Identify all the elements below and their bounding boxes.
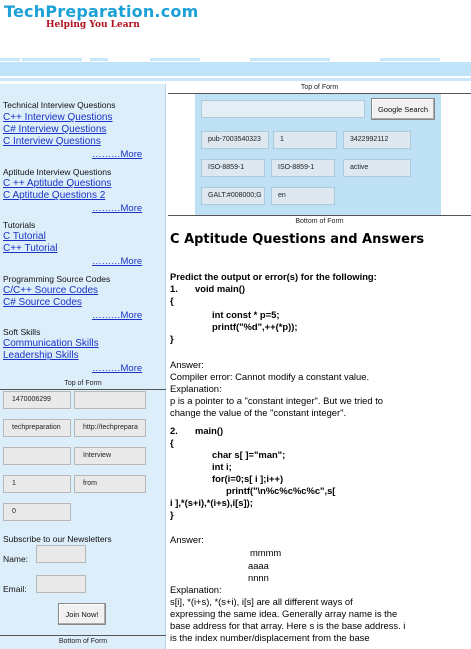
q2-code-line: i ],*(s+i),*(i+s),i[s]);	[170, 497, 253, 508]
link-c-cpp-source[interactable]: C/C++ Source Codes	[3, 285, 99, 296]
section-title-tutorials: Tutorials	[3, 220, 36, 230]
link-communication[interactable]: Communication Skills	[3, 338, 99, 349]
left-sidebar	[0, 84, 166, 649]
hidden-field[interactable]: 1	[3, 475, 71, 493]
google-search-button[interactable]: Google Search	[371, 98, 435, 120]
more-label[interactable]: ………More	[92, 363, 143, 374]
q1-code-line: int const * p=5;	[212, 309, 280, 320]
section-title-soft-skills: Soft Skills	[3, 327, 41, 337]
q2-output-line: nnnn	[248, 572, 269, 583]
google-form-bottom-label: Bottom of Form	[295, 218, 344, 225]
link-csharp-source[interactable]: C# Source Codes	[3, 297, 82, 308]
google-hidden-field[interactable]: en	[271, 187, 335, 205]
form-top-label: Top of Form	[64, 380, 102, 387]
name-label: Name:	[3, 554, 29, 564]
name-input[interactable]	[36, 545, 86, 563]
google-form-top-label: Top of Form	[300, 84, 339, 91]
intro-text: Predict the output or error(s) for the following:	[170, 271, 377, 282]
link-cpp-aptitude[interactable]: C ++ Aptitude Questions	[3, 178, 112, 189]
google-hidden-field[interactable]: active	[343, 159, 411, 177]
header-stripes	[0, 58, 471, 84]
q1-answer: Compiler error: Cannot modify a constant value.	[170, 371, 370, 382]
more-link-aptitude[interactable]	[92, 203, 142, 214]
stripe-dash	[22, 58, 82, 61]
q2-code-line: char s[ ]="man";	[212, 449, 286, 460]
q1-answer-label: Answer:	[170, 359, 204, 370]
main-content	[168, 84, 471, 649]
q2-close-brace: }	[170, 509, 174, 520]
q2-code-line: int i;	[212, 461, 232, 472]
link-leadership[interactable]: Leadership Skills	[3, 350, 79, 361]
q1-explanation: change the value of the "constant integer".	[170, 407, 347, 418]
q2-explanation: base address for that array. Here s is the base address. i	[170, 620, 406, 631]
q2-answer-label: Answer:	[170, 534, 204, 545]
q1-line: void main()	[195, 283, 246, 294]
q2-explanation: is the index number/displacement from the base	[170, 632, 370, 643]
stripe-dash	[0, 78, 471, 81]
more-link-technical[interactable]	[92, 149, 142, 160]
hidden-field[interactable]: 1470006299	[3, 391, 71, 409]
stripe-dash	[90, 58, 108, 61]
more-label[interactable]: ………More	[92, 256, 143, 267]
stripe-dash	[250, 58, 330, 61]
header-band	[0, 62, 471, 76]
q1-close-brace: }	[170, 333, 174, 344]
more-link-source[interactable]	[92, 310, 142, 321]
google-hidden-field[interactable]: ISO-8859-1	[201, 159, 265, 177]
q1-code-line: printf("%d",++(*p));	[212, 321, 298, 332]
q1-explanation-label: Explanation:	[170, 383, 222, 394]
hidden-field[interactable]	[74, 391, 146, 409]
q2-explanation: s[i], *(i+s), *(s+i), i[s] are all different ways of	[170, 596, 353, 607]
email-input[interactable]	[36, 575, 86, 593]
page-title: C Aptitude Questions and Answers	[170, 232, 425, 247]
q1-open-brace: {	[170, 295, 174, 306]
q2-open-brace: {	[170, 437, 174, 448]
hidden-field[interactable]: http://techprepara	[74, 419, 146, 437]
q2-line: main()	[195, 425, 224, 436]
hidden-field[interactable]	[3, 447, 71, 465]
more-link-tutorials[interactable]	[92, 256, 142, 267]
q2-code-line: for(i=0;s[ i ];i++)	[212, 473, 284, 484]
more-label[interactable]: ………More	[92, 149, 143, 160]
form-bottom-label: Bottom of Form	[58, 638, 108, 645]
google-hidden-field[interactable]: GALT:#008000;G	[201, 187, 265, 205]
more-link-soft[interactable]	[92, 363, 142, 374]
google-hidden-field[interactable]: ISO-8859-1	[271, 159, 335, 177]
q2-code-line: printf("\n%c%c%c%c",s[	[226, 485, 336, 496]
google-search-box	[195, 94, 441, 215]
link-cpp-tutorial[interactable]: C++ Tutorial	[3, 243, 58, 254]
form-bottom-divider	[0, 635, 166, 636]
hidden-field[interactable]: techpreparation	[3, 419, 71, 437]
join-now-button[interactable]: Join Now!	[58, 603, 106, 625]
section-title-source: Programming Source Codes	[3, 274, 111, 284]
stripe-dash	[150, 58, 200, 61]
link-csharp-interview[interactable]: C# Interview Questions	[3, 124, 107, 135]
link-c-tutorial[interactable]: C Tutorial	[3, 231, 46, 242]
q2-output-line: aaaa	[248, 560, 269, 571]
section-title-technical: Technical Interview Questions	[3, 100, 116, 110]
site-header	[0, 0, 471, 58]
site-logo[interactable]: TechPreparation.com	[4, 2, 199, 21]
google-hidden-field[interactable]: 3422992112	[343, 131, 411, 149]
subscribe-text: Subscribe to our Newsletters	[3, 534, 112, 544]
q2-number: 2.	[170, 425, 178, 436]
stripe-dash	[0, 58, 20, 61]
stripe-dash	[380, 58, 440, 61]
google-hidden-field[interactable]: pub-7003540323	[201, 131, 269, 149]
q2-explanation: expressing the same idea. Generally array name is the	[170, 608, 398, 619]
link-c-aptitude-2[interactable]: C Aptitude Questions 2	[3, 190, 106, 201]
hidden-field[interactable]: Interview	[74, 447, 146, 465]
q1-number: 1.	[170, 283, 178, 294]
q2-output-line: mmmm	[250, 547, 282, 558]
link-c-interview[interactable]: C Interview Questions	[3, 136, 101, 147]
google-hidden-field[interactable]: 1	[273, 131, 337, 149]
link-cpp-interview[interactable]: C++ Interview Questions	[3, 112, 113, 123]
google-search-input[interactable]	[201, 100, 365, 118]
section-title-aptitude: Aptitude Interview Questions	[3, 167, 112, 177]
site-tagline: Helping You Learn	[46, 20, 140, 30]
more-label[interactable]: ………More	[92, 203, 143, 214]
form-top-divider	[0, 389, 166, 390]
hidden-field[interactable]: 0	[3, 503, 71, 521]
q1-explanation: p is a pointer to a "constant integer". But we tried to	[170, 395, 384, 406]
hidden-field[interactable]: from	[74, 475, 146, 493]
more-label[interactable]: ………More	[92, 310, 143, 321]
email-label: Email:	[3, 584, 27, 594]
google-form-bottom-divider	[168, 215, 471, 216]
q2-explanation-label: Explanation:	[170, 584, 222, 595]
